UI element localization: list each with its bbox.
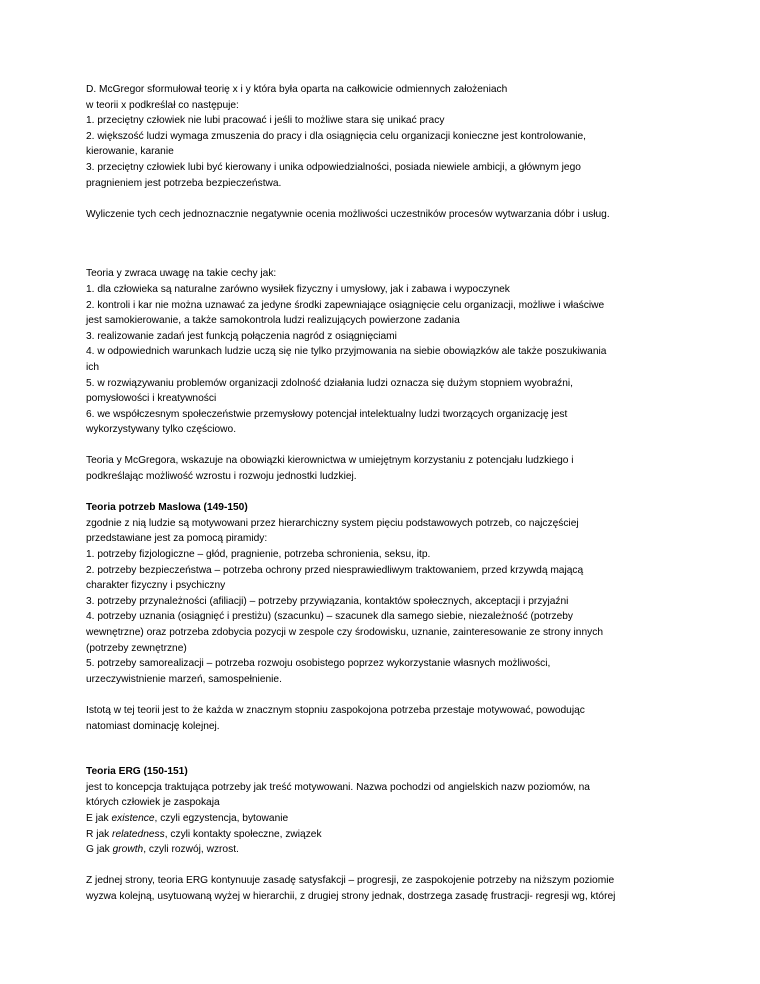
spacer-1 — [86, 191, 674, 207]
text-line: których człowiek je zaspokaja — [86, 797, 220, 809]
text-line: 5. w rozwiązywaniu problemów organizacji zdolność działania ludzi oznacza się dużym stopniem wyobraźni, — [86, 377, 573, 389]
text-fragment: R jak — [86, 828, 113, 840]
emphasis-existence: existence — [111, 812, 155, 824]
text-line: 4. potrzeby uznania (osiągnięć i prestiżu) (szacunku) – szacunek dla samego siebie, niezależność (potrzeby — [86, 611, 573, 623]
text-line-existence — [86, 811, 674, 827]
text-line: podkreślając możliwość wzrostu i rozwoju jednostki ludzkiej. — [86, 471, 357, 483]
paragraph-istota-teorii — [86, 703, 674, 734]
text-line: Teoria y McGregora, wskazuje na obowiązki kierownictwa w umiejętnym korzystaniu z potencjału ludzkiego i — [86, 455, 574, 467]
text-fragment: , czyli rozwój, wzrost. — [143, 844, 239, 856]
text-line: 5. potrzeby samorealizacji – potrzeba rozwoju osobistego poprzez wykorzystanie własnych możliwości, — [86, 658, 551, 670]
spacer-2 — [86, 222, 674, 266]
text-line: (potrzeby zewnętrzne) — [86, 642, 187, 654]
emphasis-relatedness: relatedness — [112, 828, 165, 840]
paragraph-mcgregor-theory-x — [86, 82, 674, 191]
text-line: 3. przeciętny człowiek lubi być kierowany i unika odpowiedzialności, posiada niewiele ambicji, a głównym jego — [86, 161, 581, 173]
text-line: D. McGregor sformułował teorię x i y która była oparta na całkowicie odmiennych założeniach — [86, 84, 508, 95]
spacer-5 — [86, 687, 674, 703]
text-line: 2. potrzeby bezpieczeństwa – potrzeba ochrony przed niesprawiedliwym traktowaniem, przed krzywdą mającą — [86, 564, 584, 576]
text-line: jest samokierowanie, a także samokontrola ludzi realizujących powierzone zadania — [86, 315, 460, 327]
heading-teoria-erg: Teoria ERG (150-151) — [86, 766, 188, 778]
text-line: jest to koncepcja traktująca potrzeby jak treść motywowani. Nazwa pochodzi od angielskich nazw poziomów, na — [86, 781, 590, 793]
text-line: 1. dla człowieka są naturalne zarówno wysiłek fizyczny i umysłowy, jak i zabawa i wypoczynek — [86, 283, 510, 295]
text-line: 3. potrzeby przynależności (afiliacji) – potrzeby przywiązania, kontaktów społecznych, akceptacji i przyjaźni — [86, 595, 569, 607]
text-line: wykorzystywany tylko częściowo. — [86, 424, 237, 436]
text-line: 4. w odpowiednich warunkach ludzie uczą się nie tylko przyjmowania na siebie obowiązków ale także poszukiwania — [86, 346, 607, 358]
text-line: Z jednej strony, teoria ERG kontynuuje zasadę satysfakcji – progresji, ze zaspokojenie potrzeby na niższym poziomie — [86, 875, 615, 887]
text-line: 1. przeciętny człowiek nie lubi pracować i jeśli to możliwe stara się unikać pracy — [86, 115, 445, 127]
text-line: 2. większość ludzi wymaga zmuszenia do pracy i dla osiągnięcia celu organizacji konieczne jest kontrolowanie, — [86, 130, 587, 142]
text-line: natomiast dominację kolejnej. — [86, 720, 220, 732]
text-fragment: G jak — [86, 844, 113, 856]
text-line: charakter fizyczny i psychiczny — [86, 580, 226, 592]
text-line: pomysłowości i kreatywności — [86, 393, 217, 405]
heading-teoria-potrzeb-maslowa: Teoria potrzeb Maslowa (149-150) — [86, 502, 248, 514]
text-line: 1. potrzeby fizjologiczne – głód, pragnienie, potrzeba schronienia, seksu, itp. — [86, 549, 431, 561]
text-line: kierowanie, karanie — [86, 146, 174, 158]
text-line: Wyliczenie tych cech jednoznacznie negatywnie ocenia możliwości uczestników procesów wytwarzania dóbr i usług. — [86, 208, 610, 220]
paragraph-wyliczenie-cech — [86, 207, 674, 223]
text-line: wewnętrzne) oraz potrzeba zdobycia pozycji w zespole czy środowisku, uznanie, zainteresowanie ze strony innych — [86, 627, 603, 638]
text-fragment: E jak — [86, 812, 112, 824]
text-line: 6. we współczesnym społeczeństwie przemysłowy potencjał intelektualny ludzi tworzących organizację jest — [86, 408, 568, 420]
text-line: Istotą w tej teorii jest to że każda w znacznym stopniu zaspokojona potrzeba przestaje motywować, powodując — [86, 704, 585, 716]
paragraph-erg-satisfaction — [86, 873, 674, 904]
spacer-6 — [86, 734, 674, 764]
text-line: Teoria y zwraca uwagę na takie cechy jak: — [86, 268, 277, 280]
text-line: 3. realizowanie zadań jest funkcją połączenia nagród z osiągnięciami — [86, 330, 397, 342]
text-line: wyzwa kolejną, usytuowaną wyżej w hierarchii, z drugiej strony jednak, dostrzega zasadę frustracji- regresji wg, której — [86, 890, 616, 902]
text-fragment: , czyli egzystencja, bytowanie — [154, 812, 289, 824]
spacer-7 — [86, 858, 674, 874]
paragraph-maslow-body — [86, 516, 674, 688]
text-fragment: , czyli kontakty społeczne, związek — [164, 828, 322, 840]
text-line: 2. kontroli i kar nie można uznawać za jedyne środki zapewniające osiągnięcie celu organizacji, możliwe i właściwe — [86, 299, 605, 311]
text-line: zgodnie z nią ludzie są motywowani przez hierarchiczny system pięciu podstawowych potrzeb, co najczęściej — [86, 517, 579, 529]
paragraph-teoria-y-podsumowanie — [86, 453, 674, 484]
spacer-4 — [86, 485, 674, 501]
paragraph-erg-body — [86, 780, 674, 811]
text-line: pragnieniem jest potrzeba bezpieczeństwa. — [86, 177, 282, 189]
paragraph-erg-levels — [86, 811, 674, 858]
text-line-relatedness — [86, 827, 674, 843]
text-line: w teorii x podkreślał co następuje: — [86, 99, 239, 111]
text-line: przedstawiane jest za pomocą piramidy: — [86, 533, 268, 545]
text-line: ich — [86, 361, 100, 373]
emphasis-growth: growth — [112, 844, 144, 856]
text-line-growth — [86, 842, 674, 858]
paragraph-teoria-y — [86, 266, 674, 438]
spacer-3 — [86, 438, 674, 454]
text-line: urzeczywistnienie marzeń, samospełnienie. — [86, 673, 282, 685]
document-body — [86, 82, 674, 905]
